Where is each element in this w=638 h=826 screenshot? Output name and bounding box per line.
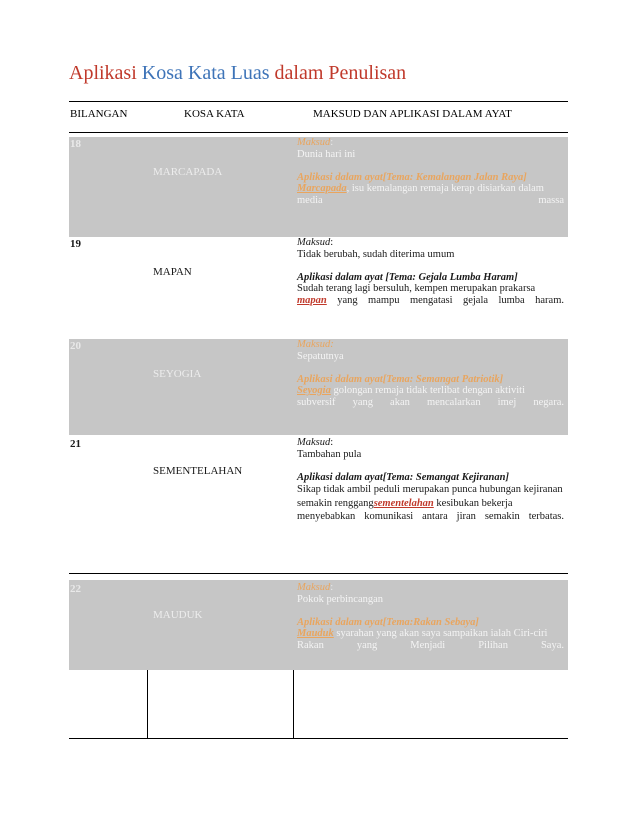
maksud-text: Tidak berubah, sudah diterima umum xyxy=(297,248,455,260)
header-maksud-aplikasi: MAKSUD DAN APLIKASI DALAM AYAT xyxy=(313,108,512,120)
keyword: Seyogia xyxy=(297,385,331,396)
row-word: MAPAN xyxy=(153,266,192,278)
example-sentence: syarahan yang akan saya sampaikan ialah Ciri-ciri Rakan yang Menjadi Pilihan Saya. xyxy=(297,628,564,651)
row-description xyxy=(297,339,564,408)
row-word: SEYOGIA xyxy=(153,368,202,380)
maksud-label: Maksud: xyxy=(297,339,334,350)
row-description: Maksud: Pokok perbincangan Aplikasi dalam ayat[Tema:Rakan Sebaya] Mauduk syarahan yang akan saya sampaikan ialah Ciri-ciri Rakan yang Menjadi Pilihan Saya. xyxy=(297,582,564,651)
maksud-label: Maksud xyxy=(297,237,331,248)
example-sentence: , isu kemalangan remaja kerap disiarkan dalam media massa xyxy=(297,183,564,206)
example-sentence-start: Sikap tidak ambil peduli merupakan punca hubungan kejiranan semakin renggang xyxy=(297,484,563,509)
table-row xyxy=(69,435,568,574)
table-row xyxy=(69,137,568,237)
row-number: 22 xyxy=(70,583,81,595)
example-sentence: golongan remaja tidak terlibat dengan aktiviti subversif yang akan mencalarkan imej negara. xyxy=(297,385,564,408)
header-top-rule xyxy=(69,101,568,102)
aplikasi-label: Aplikasi dalam ayat[Tema:Rakan Sebaya] xyxy=(297,616,479,628)
row-number: 20 xyxy=(70,340,81,352)
example-sentence-start: Sudah terang lagi bersuluh, kempen merupakan prakarsa xyxy=(297,283,536,294)
maksud-label: Maksud xyxy=(297,137,331,148)
row-description: Maksud: Tidak berubah, sudah diterima umum Aplikasi dalam ayat [Tema: Gejala Lumba Haram] Sudah terang lagi bersuluh, kempen merupakan prakarsa mapan yang mampu mengatasi gejala lumba haram. xyxy=(297,237,564,306)
row-number: 18 xyxy=(70,138,81,150)
column-divider xyxy=(147,670,148,739)
maksud-text: Tambahan pula xyxy=(297,448,362,460)
keyword: Mauduk xyxy=(297,628,334,639)
aplikasi-label: Aplikasi dalam ayat[Tema: Semangat Kejiranan] xyxy=(297,471,509,483)
row-word: MAUDUK xyxy=(153,609,203,621)
table-bottom-rule xyxy=(69,738,568,739)
maksud-text: Pokok perbincangan xyxy=(297,593,384,605)
table-row xyxy=(69,237,568,339)
table-row xyxy=(69,339,568,435)
header-bilangan: BILANGAN xyxy=(70,108,128,120)
keyword: Marcapada xyxy=(297,183,347,194)
maksud-text: Dunia hari ini xyxy=(297,148,356,160)
row-word: MARCAPADA xyxy=(153,166,223,178)
keyword: mapan xyxy=(297,294,327,306)
keyword: sementelahan xyxy=(373,497,434,509)
maksud-label: Maksud xyxy=(297,437,331,448)
row-description: Maksud: Dunia hari ini Aplikasi dalam ayat[Tema: Kemalangan Jalan Raya] Marcapada, isu kemalangan remaja kerap disiarkan dalam media massa xyxy=(297,137,564,206)
maksud-label: Maksud xyxy=(297,582,331,593)
table-row xyxy=(69,580,568,670)
title-part-dalam-penulisan: dalam Penulisan xyxy=(274,62,407,84)
row-number: 21 xyxy=(70,438,81,450)
maksud-text: Sepatutnya xyxy=(297,350,344,362)
header-bottom-rule xyxy=(69,132,568,133)
aplikasi-label: Aplikasi dalam ayat [Tema: Gejala Lumba Haram] xyxy=(297,271,518,283)
example-sentence-end: kesibukan bekerja menyebabkan komunikasi antara jiran semakin terbatas. xyxy=(297,497,564,522)
example-sentence-end: yang mampu mengatasi gejala lumba haram. xyxy=(326,294,564,306)
aplikasi-label: Aplikasi dalam ayat[Tema: Semangat Patriotik] xyxy=(297,373,504,385)
title-part-aplikasi: Aplikasi xyxy=(69,62,137,84)
page-title xyxy=(69,62,406,85)
title-part-kosa-kata-luas: Kosa Kata Luas xyxy=(141,62,270,84)
row-word: SEMENTELAHAN xyxy=(153,465,243,477)
row-description: Maksud: Tambahan pula Aplikasi dalam ayat[Tema: Semangat Kejiranan] Sikap tidak ambil peduli merupakan punca hubungan kejiranan semakin renggangsementelahan kesibukan bekerja menyebabkan komunikasi antara jiran semakin terbatas. xyxy=(297,437,564,522)
column-divider xyxy=(293,670,294,739)
header-kosa-kata: KOSA KATA xyxy=(184,108,245,120)
aplikasi-label: Aplikasi dalam ayat[Tema: Kemalangan Jalan Raya] xyxy=(297,171,527,183)
row-number: 19 xyxy=(70,238,81,250)
